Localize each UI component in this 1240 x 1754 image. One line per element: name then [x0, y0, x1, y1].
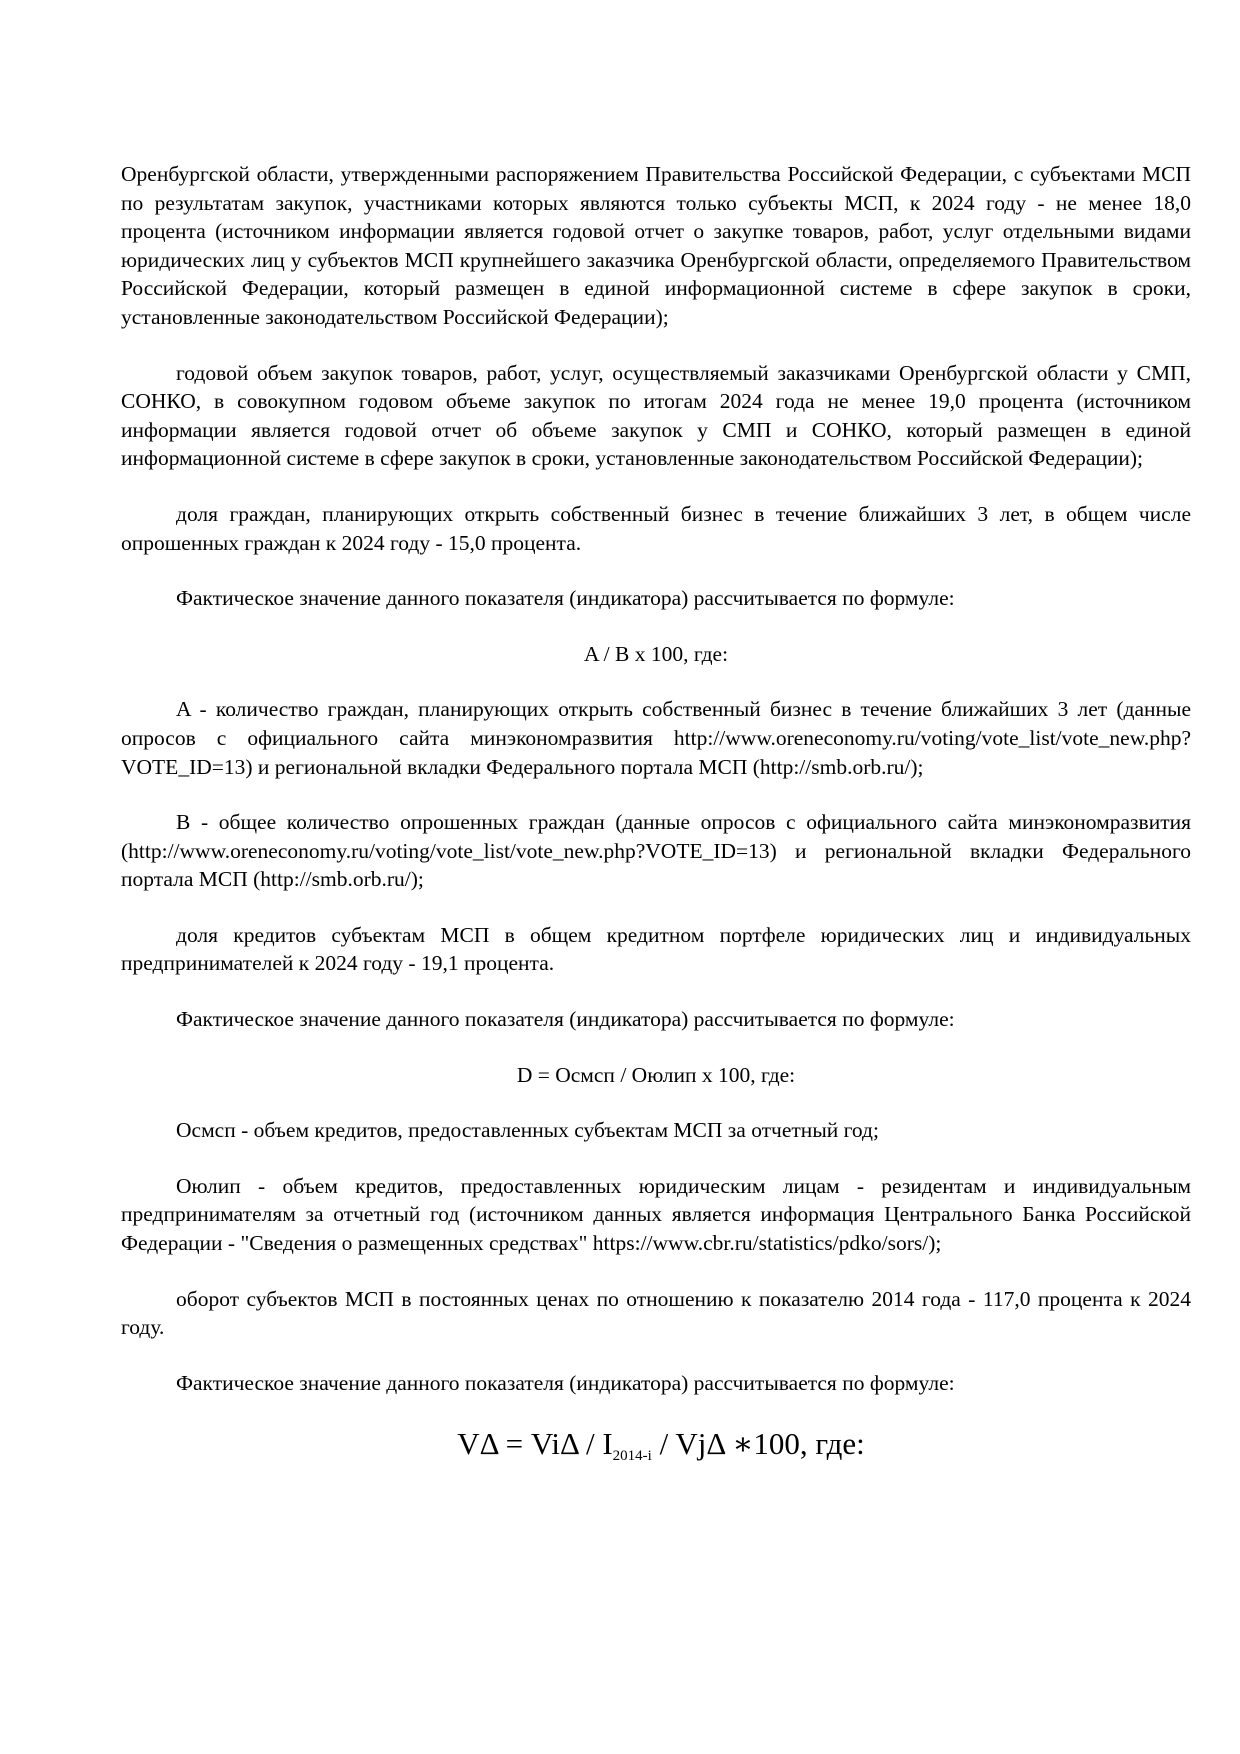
formula: D = Осмсп / Оюлип x 100, где: [516, 1062, 796, 1087]
paragraph: Фактическое значение данного показателя (индикатора) рассчитывается по формуле: [176, 1007, 955, 1032]
paragraph: оборот субъектов МСП в постоянных ценах по отношению к показателю 2014 года - 117,0 процента к 2024 году. [121, 1286, 1191, 1340]
formula-part: / VjΔ ∗100, где: [651, 1426, 865, 1462]
paragraph: A - количество граждан, планирующих открыть собственный бизнес в течение ближайших 3 лет (данные опросов с официального сайта минэкономразвития http://www.oreneconomy.ru/voting/vote_list/vote_new.php?VOTE_ID=13) и региональной вкладки Федерального портала МСП (http://smb.orb.ru/); [121, 697, 1191, 779]
paragraph: годовой объем закупок товаров, работ, услуг, осуществляемый заказчиками Оренбургской области у СМП, СОНКО, в совокупном годовом объеме закупок по итогам 2024 года не менее 19,0 процента (источником информации является годовой отчет об объеме закупок у СМП и СОНКО, который размещен в единой информационной системе в сфере закупок в сроки, установленные законодательством Российской Федерации); [121, 360, 1191, 471]
formula-turnover [121, 1424, 1191, 1476]
formula: A / B x 100, где: [583, 641, 729, 666]
paragraph: Осмсп - объем кредитов, предоставленных субъектам МСП за отчетный год; [176, 1118, 879, 1143]
paragraph: Фактическое значение данного показателя (индикатора) рассчитывается по формуле: [176, 1370, 955, 1395]
paragraph: доля граждан, планирующих открыть собственный бизнес в течение ближайших 3 лет, в общем числе опрошенных граждан к 2024 году - 15,0 процента. [121, 501, 1191, 555]
paragraph: Фактическое значение данного показателя (индикатора) рассчитывается по формуле: [176, 586, 955, 611]
paragraph: доля кредитов субъектам МСП в общем кредитном портфеле юридических лиц и индивидуальных предпринимателей к 2024 году - 19,1 процента. [121, 922, 1191, 976]
paragraph: B - общее количество опрошенных граждан (данные опросов с официального сайта минэкономразвития (http://www.oreneconomy.ru/voting/vote_list/vote_new.php?VOTE_ID=13) и региональной вкладки Федерального портала МСП (http://smb.orb.ru/); [121, 810, 1191, 892]
paragraph: Оренбургской области, утвержденными распоряжением Правительства Российской Федерации, с субъектами МСП по результатам закупок, участниками которых являются только субъекты МСП, к 2024 году - не менее 18,0 процента (источником информации является годовой отчет о закупке товаров, работ, услуг отдельными видами юридических лиц у субъектов МСП крупнейшего заказчика Оренбургской области, определяемого Правительством Российской Федерации, который размещен в единой информационной системе в сфере закупок в сроки, установленные законодательством Российской Федерации); [121, 162, 1191, 329]
formula-subscript: 2014-i [612, 1448, 652, 1465]
formula-part: VΔ = ViΔ / I [457, 1426, 613, 1462]
document-page [121, 160, 1191, 1503]
paragraph: Оюлип - объем кредитов, предоставленных юридическим лицам - резидентам и индивидуальным предпринимателям за отчетный год (источником данных является информация Центрального Банка Российской Федерации - "Сведения о размещенных средствах" https://www.cbr.ru/statistics/pdko/sors/); [121, 1173, 1191, 1256]
